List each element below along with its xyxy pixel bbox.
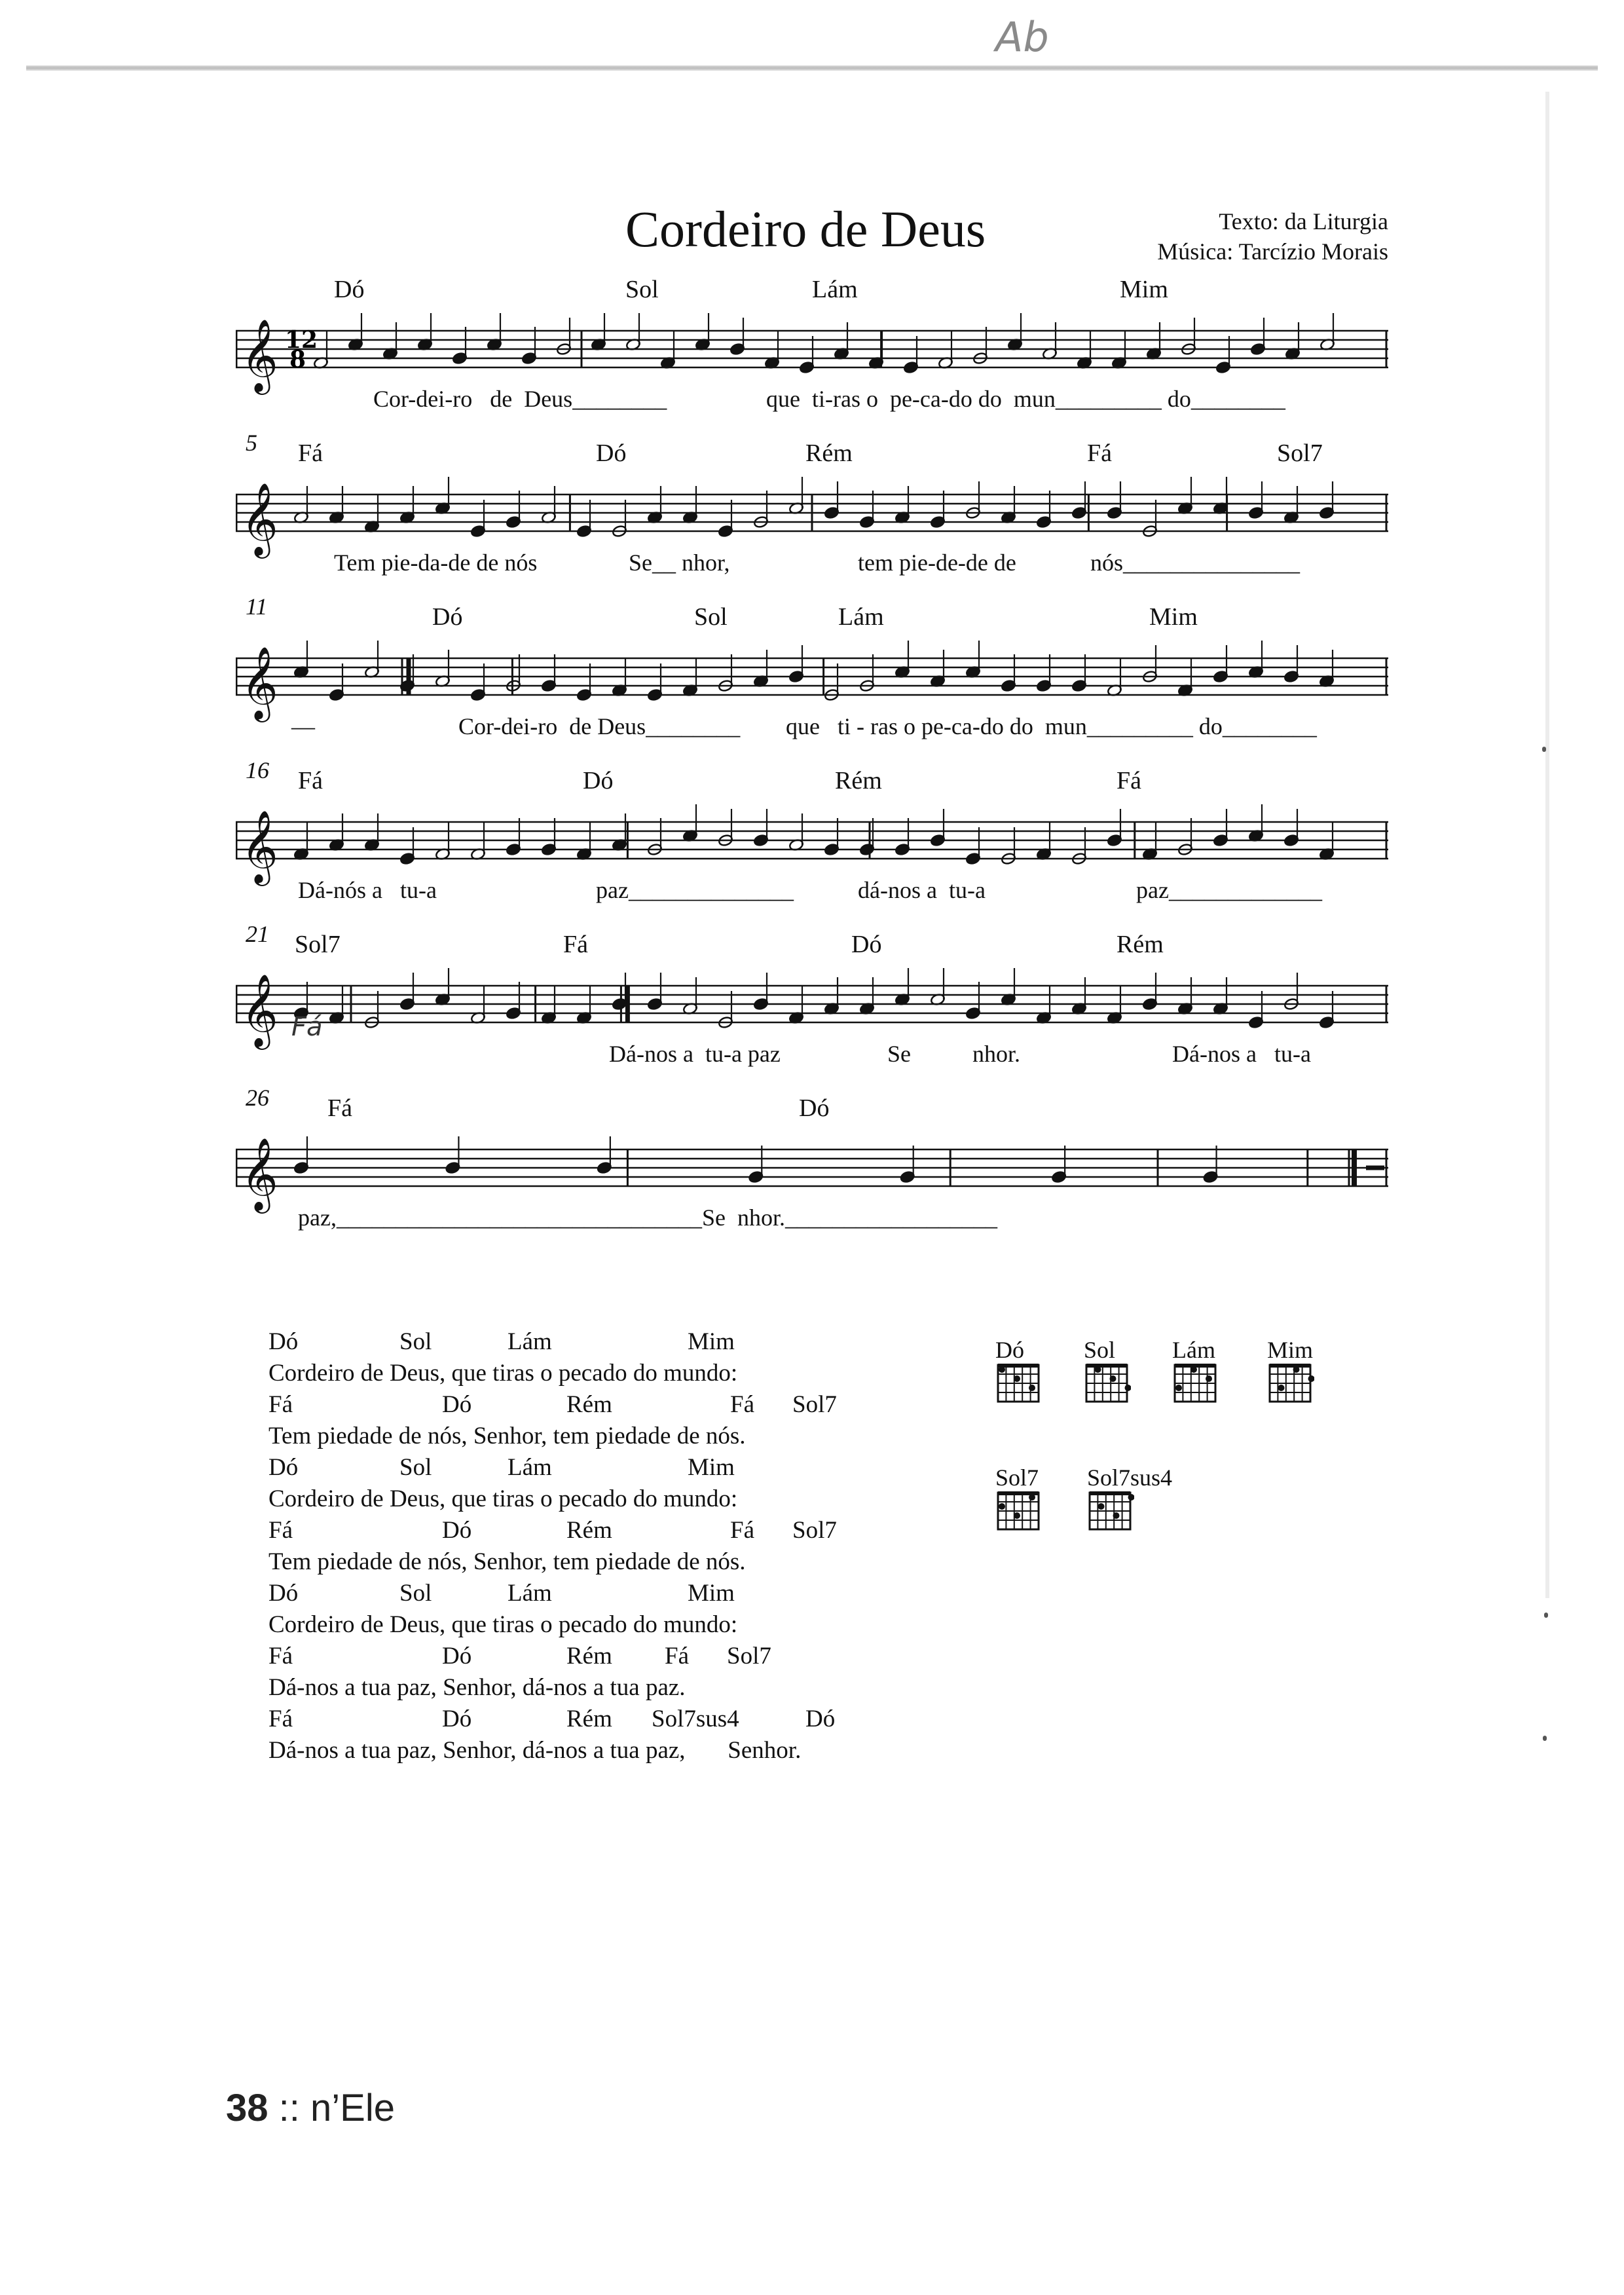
fretboard-grid [1085, 1362, 1131, 1403]
staff [236, 632, 1388, 724]
chord-symbol: Mim [1120, 276, 1168, 303]
lyric-syllables: Dá-nos a tu-a [1172, 1041, 1311, 1067]
chord-line [268, 1452, 801, 1483]
lyric-syllables: paz______________ [596, 877, 794, 903]
lyric-syllables: paz,_______________________________Se nhor.__________________ [298, 1204, 997, 1231]
measure-number: 26 [246, 1085, 269, 1111]
music-credit: Música: Tarcízio Morais [1157, 238, 1388, 265]
chord-diagram-name: Sol [1084, 1337, 1116, 1363]
chord-symbol: Dó [583, 767, 614, 794]
fretboard-grid [1268, 1362, 1314, 1403]
time-signature-top: 12 [285, 326, 318, 354]
chord-diagram-name: Dó [995, 1337, 1024, 1363]
chord-label: Sol7 [792, 1391, 837, 1418]
chord-label: Mim [688, 1454, 735, 1481]
lyric-line: Cordeiro de Deus, que tiras o pecado do mundo: [268, 1485, 738, 1512]
treble-clef: 𝄞 [241, 973, 278, 1047]
book-title: n’Ele [310, 2087, 395, 2129]
chord-symbol: Sol7 [295, 931, 341, 958]
chord-label: Sol [399, 1454, 432, 1481]
lyric-syllables: Cor-dei-ro de Deus________ [458, 713, 741, 739]
scan-speck [1544, 1613, 1548, 1618]
lyric-syllables: nós_______________ [1090, 550, 1301, 576]
chord-label: Fá [730, 1391, 754, 1418]
chord-symbol: Sol [694, 603, 728, 631]
chord-label: Sol [399, 1580, 432, 1607]
lyric-syllables: Dá-nós a tu-a [298, 877, 437, 903]
chord-label: Sol7sus4 [652, 1706, 739, 1732]
chord-line [268, 1641, 801, 1672]
fretboard-grid [1088, 1490, 1134, 1531]
staff [236, 1123, 1388, 1215]
chord-label: Fá [268, 1706, 293, 1732]
lyric-line: Cordeiro de Deus, que tiras o pecado do mundo: [268, 1360, 738, 1387]
staff-system [0, 275, 1624, 439]
page-number: 38 [226, 2087, 268, 2129]
chord-line [268, 1704, 836, 1735]
chord-symbol: Dó [432, 603, 463, 631]
chord-label: Sol7 [727, 1643, 771, 1670]
chord-label: Fá [268, 1391, 293, 1418]
chord-label: Dó [442, 1517, 472, 1544]
handwritten-chord-correction: Fá [291, 1012, 323, 1042]
scan-speck [1543, 1736, 1547, 1741]
lyrics-credit: Texto: da Liturgia [1219, 208, 1388, 234]
chord-diagram-name: Mim [1267, 1337, 1314, 1363]
chord-label: Lám [507, 1328, 552, 1355]
lyric-syllables: tem pie-de-de de [858, 550, 1016, 576]
chord-label: Rém [566, 1517, 612, 1544]
chord-label: Mim [688, 1580, 735, 1607]
chord-symbol: Fá [1087, 439, 1112, 467]
lyric-syllables: — [291, 713, 315, 739]
chord-label: Dó [268, 1328, 299, 1355]
treble-clef: 𝄞 [241, 810, 278, 883]
chord-label: Fá [268, 1643, 293, 1670]
lyric-line: Dá-nos a tua paz, Senhor, dá-nos a tua paz. [268, 1674, 686, 1701]
chord-symbol: Fá [298, 767, 323, 794]
lyric-syllables: Se__ nhor, [629, 550, 730, 576]
fretboard-grid [997, 1362, 1043, 1403]
chord-label: Dó [442, 1391, 472, 1418]
chord-symbol: Dó [334, 276, 365, 303]
measure-number: 5 [246, 430, 257, 456]
handwritten-key-note: Ab [995, 13, 1049, 61]
chord-symbol: Rém [835, 767, 882, 794]
staff [236, 468, 1388, 560]
chord-symbol: Lám [812, 276, 858, 303]
chord-symbol: Fá [298, 439, 323, 467]
chord-label: Lám [507, 1454, 552, 1481]
fretboard-grid [1173, 1362, 1219, 1403]
time-signature-bottom: 8 [289, 346, 306, 373]
staff [236, 796, 1388, 887]
chord-label: Dó [268, 1580, 299, 1607]
staff-system [0, 593, 1624, 766]
staff-system [0, 757, 1624, 930]
lyric-syllables: dá-nos a tu-a [858, 877, 986, 903]
lyric-line: Cordeiro de Deus, que tiras o pecado do mundo: [268, 1611, 738, 1638]
measure-number: 16 [246, 757, 269, 783]
lyric-line: Tem piedade de nós, Senhor, tem piedade de nós. [268, 1423, 746, 1449]
chord-label: Dó [805, 1706, 836, 1732]
chord-line [268, 1326, 801, 1358]
lyric-syllables: Cor-dei-ro de Deus________ [373, 386, 667, 412]
lyric-syllables: Se [887, 1041, 911, 1067]
chord-label: Lám [507, 1580, 552, 1607]
staff-system [0, 430, 1624, 603]
chord-label: Sol7 [792, 1517, 837, 1544]
measure-number: 11 [246, 593, 268, 620]
chord-symbol: Lám [838, 603, 884, 631]
chord-label: Mim [688, 1328, 735, 1355]
chord-label: Dó [442, 1706, 472, 1732]
treble-clef: 𝄞 [241, 482, 278, 555]
chord-symbol: Mim [1149, 603, 1198, 631]
chord-label: Dó [442, 1643, 472, 1670]
lyric-line: Dá-nos a tua paz, Senhor, dá-nos a tua paz, Senhor. [268, 1737, 802, 1764]
song-credits [1074, 206, 1388, 267]
chord-symbol: Fá [1116, 767, 1141, 794]
chord-symbol: Dó [596, 439, 627, 467]
lyric-syllables: Tem pie-da-de de nós [334, 550, 538, 576]
chord-diagram [1267, 1336, 1378, 1408]
chord-label: Rém [566, 1643, 612, 1670]
measure-number: 21 [246, 921, 269, 947]
chord-label: Dó [268, 1454, 299, 1481]
lyric-syllables: que ti-ras o pe-ca-do do mun_________ do________ [766, 386, 1285, 412]
fretboard-grid [997, 1490, 1043, 1531]
song-title: Cordeiro de Deus [625, 200, 986, 257]
chord-line [268, 1389, 837, 1421]
lyric-syllables: que ti - ras o pe-ca-do do mun_________ do________ [786, 713, 1317, 739]
staff-system [0, 1085, 1624, 1258]
staff [236, 305, 1388, 396]
chord-symbol: Sol7 [1277, 439, 1323, 467]
lyrics-with-chords [268, 1326, 837, 1766]
lyric-syllables: Dá-nos a tu-a paz [609, 1041, 781, 1067]
staff-system [0, 921, 1624, 1094]
lyric-syllables: paz_____________ [1136, 877, 1322, 903]
chord-diagram-name: Lám [1172, 1337, 1215, 1363]
treble-clef: 𝄞 [241, 1137, 278, 1210]
chord-symbol: Dó [799, 1094, 830, 1122]
chord-label: Rém [566, 1391, 612, 1418]
chord-symbol: Sol [625, 276, 659, 303]
treble-clef: 𝄞 [241, 318, 278, 392]
chord-label: Fá [665, 1643, 689, 1670]
lyric-line: Tem piedade de nós, Senhor, tem piedade de nós. [268, 1548, 746, 1575]
chord-symbol: Fá [327, 1094, 352, 1122]
chord-symbol: Rém [805, 439, 853, 467]
chord-diagram-name: Sol7sus4 [1087, 1465, 1173, 1491]
chord-diagram-name: Sol7 [995, 1465, 1039, 1491]
chord-line [268, 1515, 837, 1546]
chord-label: Fá [268, 1517, 293, 1544]
chord-symbol: Rém [1116, 931, 1164, 958]
chord-line [268, 1578, 801, 1609]
page-footer [226, 2086, 395, 2130]
chord-symbol: Dó [851, 931, 882, 958]
footer-separator: :: [278, 2087, 300, 2129]
chord-label: Sol [399, 1328, 432, 1355]
scan-edge-line [26, 65, 1598, 71]
staff [236, 960, 1388, 1051]
chord-label: Rém [566, 1706, 612, 1732]
chord-diagram [1087, 1464, 1198, 1536]
chord-label: Fá [730, 1517, 754, 1544]
lyric-syllables: nhor. [972, 1041, 1021, 1067]
chord-symbol: Fá [563, 931, 588, 958]
treble-clef: 𝄞 [241, 646, 278, 719]
